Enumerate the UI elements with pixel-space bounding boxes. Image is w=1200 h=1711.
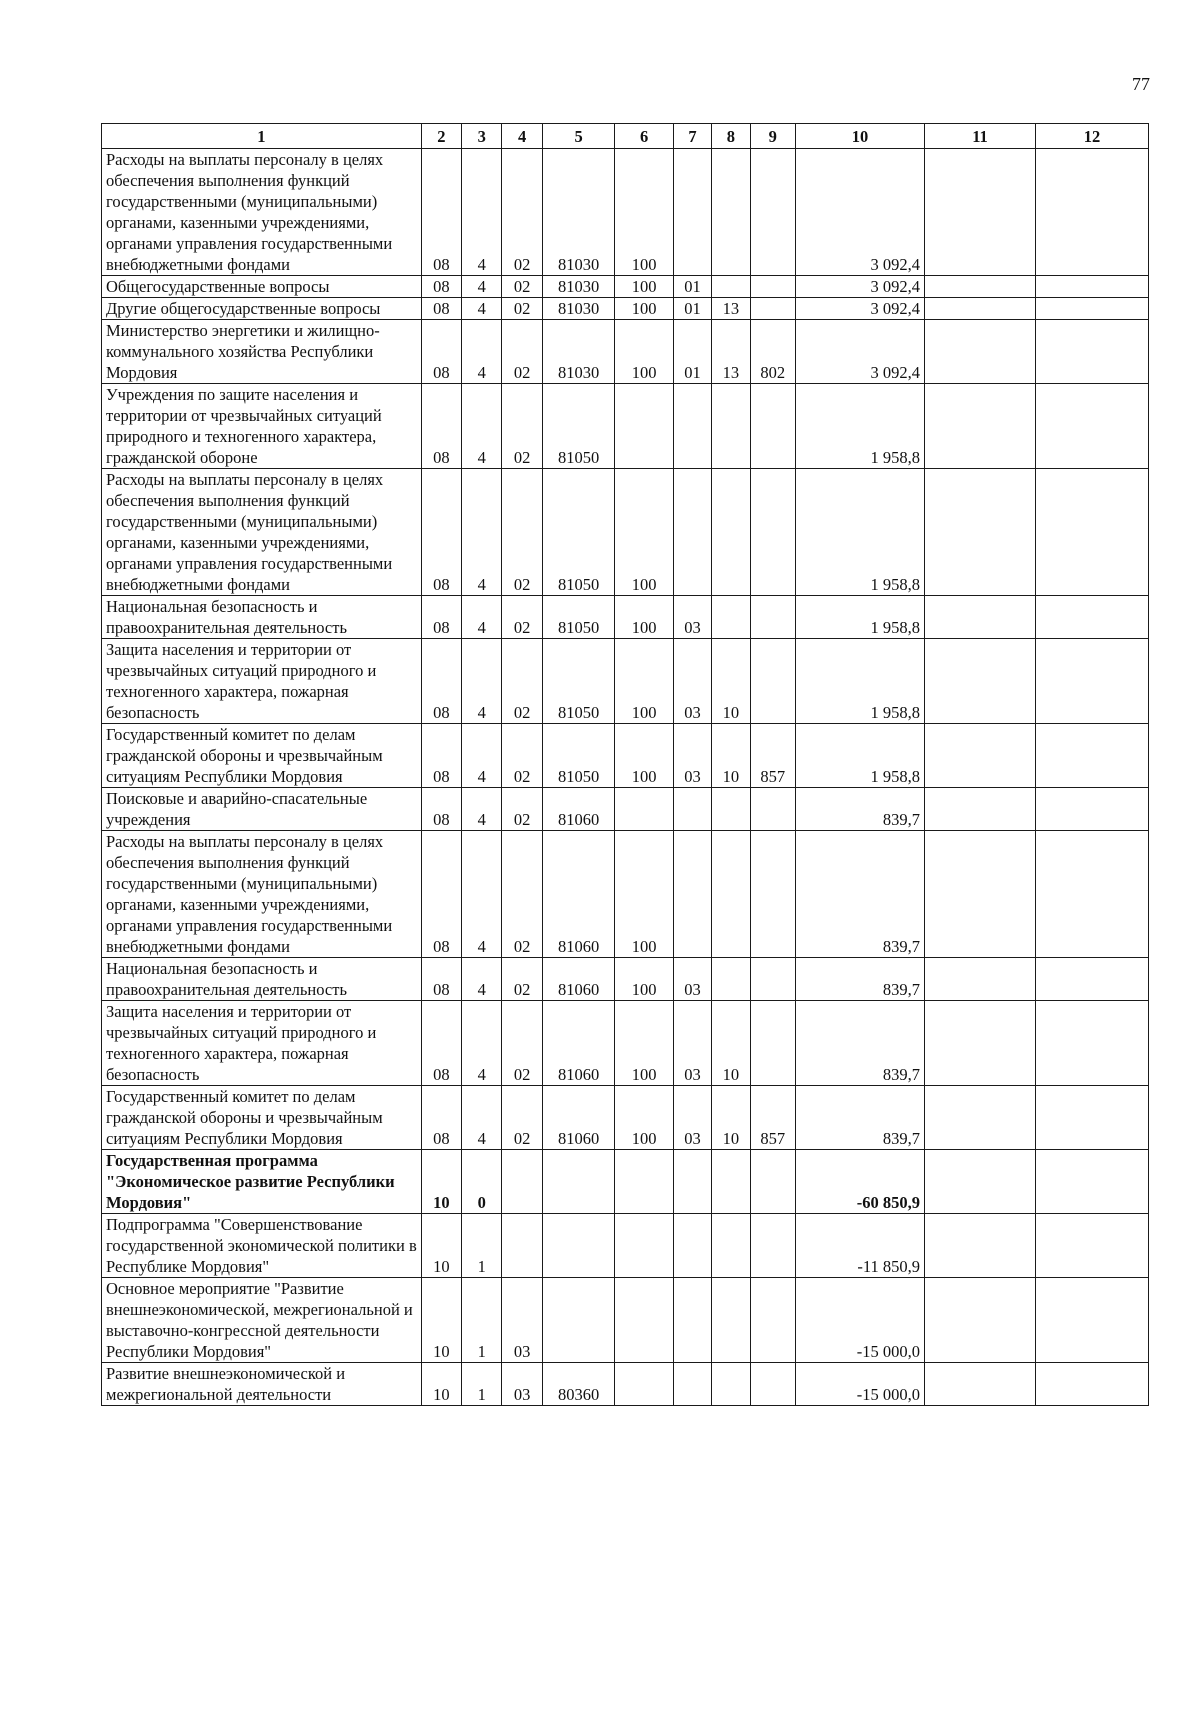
code-cell-5: 81050 xyxy=(542,724,615,788)
column-header: 8 xyxy=(712,124,750,149)
code-cell-8: 10 xyxy=(712,1001,750,1086)
extra-cell-12 xyxy=(1035,276,1148,298)
code-cell-6: 100 xyxy=(615,958,674,1001)
code-cell-6: 100 xyxy=(615,1001,674,1086)
code-cell-4: 02 xyxy=(502,1001,542,1086)
code-cell-9 xyxy=(750,1150,795,1214)
code-cell-5: 81030 xyxy=(542,276,615,298)
code-cell-6: 100 xyxy=(615,1086,674,1150)
code-cell-9 xyxy=(750,276,795,298)
extra-cell-12 xyxy=(1035,958,1148,1001)
code-cell-3: 4 xyxy=(462,276,502,298)
code-cell-7 xyxy=(673,788,711,831)
column-header: 10 xyxy=(795,124,924,149)
extra-cell-11 xyxy=(925,469,1036,596)
code-cell-8 xyxy=(712,1363,750,1406)
table-row xyxy=(102,149,1149,276)
code-cell-4: 02 xyxy=(502,831,542,958)
code-cell-8 xyxy=(712,469,750,596)
extra-cell-11 xyxy=(925,320,1036,384)
amount-cell: 1 958,8 xyxy=(795,384,924,469)
code-cell-4: 02 xyxy=(502,469,542,596)
code-cell-3: 4 xyxy=(462,788,502,831)
code-cell-9 xyxy=(750,1214,795,1278)
code-cell-6: 100 xyxy=(615,320,674,384)
table-row xyxy=(102,469,1149,596)
code-cell-3: 0 xyxy=(462,1150,502,1214)
code-cell-8 xyxy=(712,1150,750,1214)
code-cell-2: 08 xyxy=(421,384,461,469)
code-cell-2: 08 xyxy=(421,276,461,298)
code-cell-7: 01 xyxy=(673,320,711,384)
extra-cell-12 xyxy=(1035,596,1148,639)
amount-cell: 839,7 xyxy=(795,1086,924,1150)
code-cell-4: 02 xyxy=(502,149,542,276)
column-header: 1 xyxy=(102,124,422,149)
code-cell-6 xyxy=(615,1278,674,1363)
amount-cell: 1 958,8 xyxy=(795,596,924,639)
code-cell-8: 13 xyxy=(712,298,750,320)
table-row xyxy=(102,596,1149,639)
code-cell-2: 08 xyxy=(421,831,461,958)
code-cell-6: 100 xyxy=(615,596,674,639)
amount-cell: 1 958,8 xyxy=(795,469,924,596)
code-cell-8: 10 xyxy=(712,724,750,788)
table-row xyxy=(102,298,1149,320)
code-cell-8: 13 xyxy=(712,320,750,384)
code-cell-8: 10 xyxy=(712,1086,750,1150)
row-name-cell: Поисковые и аварийно-спасательные учреждения xyxy=(102,788,422,831)
code-cell-3: 4 xyxy=(462,469,502,596)
row-name-cell: Национальная безопасность и правоохранительная деятельность xyxy=(102,596,422,639)
code-cell-6: 100 xyxy=(615,724,674,788)
table-row xyxy=(102,831,1149,958)
amount-cell: -60 850,9 xyxy=(795,1150,924,1214)
code-cell-8 xyxy=(712,1214,750,1278)
table-row xyxy=(102,276,1149,298)
code-cell-7 xyxy=(673,1214,711,1278)
code-cell-5: 80360 xyxy=(542,1363,615,1406)
row-name-cell: Государственная программа "Экономическое развитие Республики Мордовия" xyxy=(102,1150,422,1214)
code-cell-2: 08 xyxy=(421,596,461,639)
extra-cell-12 xyxy=(1035,639,1148,724)
code-cell-5 xyxy=(542,1278,615,1363)
extra-cell-12 xyxy=(1035,788,1148,831)
amount-cell: 839,7 xyxy=(795,958,924,1001)
code-cell-4: 02 xyxy=(502,320,542,384)
amount-cell: 3 092,4 xyxy=(795,149,924,276)
code-cell-4 xyxy=(502,1150,542,1214)
code-cell-9 xyxy=(750,1001,795,1086)
code-cell-6: 100 xyxy=(615,149,674,276)
amount-cell: 839,7 xyxy=(795,788,924,831)
row-name-cell: Защита населения и территории от чрезвычайных ситуаций природного и техногенного характера, пожарная безопасность xyxy=(102,639,422,724)
code-cell-2: 08 xyxy=(421,788,461,831)
extra-cell-12 xyxy=(1035,469,1148,596)
code-cell-3: 1 xyxy=(462,1278,502,1363)
extra-cell-12 xyxy=(1035,149,1148,276)
code-cell-6 xyxy=(615,1150,674,1214)
amount-cell: 3 092,4 xyxy=(795,298,924,320)
code-cell-5: 81050 xyxy=(542,639,615,724)
code-cell-3: 4 xyxy=(462,958,502,1001)
code-cell-8 xyxy=(712,149,750,276)
column-header: 5 xyxy=(542,124,615,149)
extra-cell-12 xyxy=(1035,320,1148,384)
extra-cell-11 xyxy=(925,596,1036,639)
extra-cell-11 xyxy=(925,724,1036,788)
row-name-cell: Государственный комитет по делам гражданской обороны и чрезвычайным ситуациям Республики Мордовия xyxy=(102,1086,422,1150)
code-cell-2: 10 xyxy=(421,1278,461,1363)
code-cell-5 xyxy=(542,1150,615,1214)
header-row xyxy=(102,124,1149,149)
code-cell-6: 100 xyxy=(615,831,674,958)
code-cell-4: 02 xyxy=(502,1086,542,1150)
code-cell-7: 03 xyxy=(673,958,711,1001)
table-row xyxy=(102,384,1149,469)
code-cell-9 xyxy=(750,1363,795,1406)
code-cell-4: 02 xyxy=(502,639,542,724)
amount-cell: 1 958,8 xyxy=(795,724,924,788)
code-cell-7 xyxy=(673,831,711,958)
code-cell-2: 08 xyxy=(421,724,461,788)
row-name-cell: Министерство энергетики и жилищно-коммунального хозяйства Республики Мордовия xyxy=(102,320,422,384)
row-name-cell: Учреждения по защите населения и территории от чрезвычайных ситуаций природного и техногенного характера, гражданской обороне xyxy=(102,384,422,469)
table-row xyxy=(102,1278,1149,1363)
table-row xyxy=(102,1001,1149,1086)
code-cell-8 xyxy=(712,596,750,639)
code-cell-5: 81060 xyxy=(542,788,615,831)
amount-cell: 839,7 xyxy=(795,831,924,958)
row-name-cell: Государственный комитет по делам гражданской обороны и чрезвычайным ситуациям Республики Мордовия xyxy=(102,724,422,788)
code-cell-2: 10 xyxy=(421,1363,461,1406)
code-cell-6: 100 xyxy=(615,298,674,320)
code-cell-2: 08 xyxy=(421,1001,461,1086)
extra-cell-12 xyxy=(1035,298,1148,320)
code-cell-5: 81060 xyxy=(542,1001,615,1086)
code-cell-8 xyxy=(712,1278,750,1363)
code-cell-4: 02 xyxy=(502,276,542,298)
code-cell-8 xyxy=(712,384,750,469)
code-cell-4: 02 xyxy=(502,958,542,1001)
row-name-cell: Расходы на выплаты персоналу в целях обеспечения выполнения функций государственными (муниципальными) органами, казенными учреждениями, органами управления государственными внебюджетными фондами xyxy=(102,831,422,958)
code-cell-7: 03 xyxy=(673,639,711,724)
extra-cell-12 xyxy=(1035,384,1148,469)
extra-cell-11 xyxy=(925,1150,1036,1214)
code-cell-4: 02 xyxy=(502,788,542,831)
code-cell-8: 10 xyxy=(712,639,750,724)
code-cell-9 xyxy=(750,298,795,320)
extra-cell-11 xyxy=(925,384,1036,469)
code-cell-4: 02 xyxy=(502,596,542,639)
code-cell-4: 03 xyxy=(502,1363,542,1406)
extra-cell-12 xyxy=(1035,1150,1148,1214)
code-cell-2: 08 xyxy=(421,298,461,320)
code-cell-2: 08 xyxy=(421,320,461,384)
table-row xyxy=(102,1086,1149,1150)
code-cell-2: 10 xyxy=(421,1214,461,1278)
code-cell-9: 857 xyxy=(750,1086,795,1150)
code-cell-9 xyxy=(750,149,795,276)
code-cell-9 xyxy=(750,596,795,639)
extra-cell-11 xyxy=(925,831,1036,958)
amount-cell: 3 092,4 xyxy=(795,276,924,298)
code-cell-5: 81060 xyxy=(542,1086,615,1150)
code-cell-6 xyxy=(615,788,674,831)
row-name-cell: Развитие внешнеэкономической и межрегиональной деятельности xyxy=(102,1363,422,1406)
code-cell-3: 1 xyxy=(462,1363,502,1406)
table-row xyxy=(102,1214,1149,1278)
code-cell-6: 100 xyxy=(615,469,674,596)
code-cell-4: 03 xyxy=(502,1278,542,1363)
code-cell-7 xyxy=(673,384,711,469)
extra-cell-11 xyxy=(925,958,1036,1001)
extra-cell-12 xyxy=(1035,831,1148,958)
code-cell-5: 81050 xyxy=(542,596,615,639)
extra-cell-12 xyxy=(1035,1001,1148,1086)
column-header: 2 xyxy=(421,124,461,149)
extra-cell-11 xyxy=(925,1363,1036,1406)
code-cell-4: 02 xyxy=(502,298,542,320)
row-name-cell: Защита населения и территории от чрезвычайных ситуаций природного и техногенного характера, пожарная безопасность xyxy=(102,1001,422,1086)
row-name-cell: Общегосударственные вопросы xyxy=(102,276,422,298)
code-cell-2: 10 xyxy=(421,1150,461,1214)
code-cell-3: 1 xyxy=(462,1214,502,1278)
amount-cell: 1 958,8 xyxy=(795,639,924,724)
code-cell-3: 4 xyxy=(462,1001,502,1086)
table-row xyxy=(102,958,1149,1001)
amount-cell: -11 850,9 xyxy=(795,1214,924,1278)
code-cell-3: 4 xyxy=(462,384,502,469)
column-header: 9 xyxy=(750,124,795,149)
code-cell-8 xyxy=(712,831,750,958)
row-name-cell: Расходы на выплаты персоналу в целях обеспечения выполнения функций государственными (муниципальными) органами, казенными учреждениями, органами управления государственными внебюджетными фондами xyxy=(102,469,422,596)
extra-cell-11 xyxy=(925,149,1036,276)
code-cell-7: 01 xyxy=(673,298,711,320)
column-header: 4 xyxy=(502,124,542,149)
code-cell-8 xyxy=(712,276,750,298)
extra-cell-12 xyxy=(1035,724,1148,788)
column-header: 11 xyxy=(925,124,1036,149)
amount-cell: 3 092,4 xyxy=(795,320,924,384)
code-cell-7: 03 xyxy=(673,596,711,639)
code-cell-9 xyxy=(750,384,795,469)
code-cell-3: 4 xyxy=(462,320,502,384)
code-cell-7 xyxy=(673,149,711,276)
code-cell-6 xyxy=(615,384,674,469)
code-cell-2: 08 xyxy=(421,469,461,596)
code-cell-5 xyxy=(542,1214,615,1278)
code-cell-5: 81060 xyxy=(542,831,615,958)
extra-cell-11 xyxy=(925,276,1036,298)
amount-cell: 839,7 xyxy=(795,1001,924,1086)
extra-cell-12 xyxy=(1035,1086,1148,1150)
code-cell-7: 03 xyxy=(673,724,711,788)
code-cell-2: 08 xyxy=(421,958,461,1001)
extra-cell-11 xyxy=(925,298,1036,320)
code-cell-3: 4 xyxy=(462,724,502,788)
code-cell-9 xyxy=(750,831,795,958)
code-cell-9 xyxy=(750,958,795,1001)
code-cell-9 xyxy=(750,469,795,596)
code-cell-9 xyxy=(750,639,795,724)
extra-cell-11 xyxy=(925,1214,1036,1278)
code-cell-5: 81030 xyxy=(542,149,615,276)
extra-cell-11 xyxy=(925,1086,1036,1150)
code-cell-4: 02 xyxy=(502,724,542,788)
column-header: 6 xyxy=(615,124,674,149)
extra-cell-11 xyxy=(925,639,1036,724)
amount-cell: -15 000,0 xyxy=(795,1278,924,1363)
code-cell-7 xyxy=(673,1363,711,1406)
code-cell-9: 802 xyxy=(750,320,795,384)
code-cell-2: 08 xyxy=(421,1086,461,1150)
extra-cell-11 xyxy=(925,1278,1036,1363)
code-cell-5: 81060 xyxy=(542,958,615,1001)
code-cell-2: 08 xyxy=(421,639,461,724)
column-header: 7 xyxy=(673,124,711,149)
row-name-cell: Подпрограмма "Совершенствование государственной экономической политики в Республике Мордовия" xyxy=(102,1214,422,1278)
row-name-cell: Расходы на выплаты персоналу в целях обеспечения выполнения функций государственными (муниципальными) органами, казенными учреждениями, органами управления государственными внебюджетными фондами xyxy=(102,149,422,276)
table-row xyxy=(102,1150,1149,1214)
code-cell-2: 08 xyxy=(421,149,461,276)
table-row xyxy=(102,320,1149,384)
code-cell-5: 81050 xyxy=(542,384,615,469)
code-cell-5: 81030 xyxy=(542,298,615,320)
code-cell-7 xyxy=(673,469,711,596)
code-cell-6 xyxy=(615,1363,674,1406)
table-row xyxy=(102,639,1149,724)
code-cell-9 xyxy=(750,788,795,831)
extra-cell-11 xyxy=(925,1001,1036,1086)
code-cell-6: 100 xyxy=(615,639,674,724)
code-cell-5: 81050 xyxy=(542,469,615,596)
code-cell-7: 03 xyxy=(673,1086,711,1150)
code-cell-6: 100 xyxy=(615,276,674,298)
code-cell-3: 4 xyxy=(462,298,502,320)
amount-cell: -15 000,0 xyxy=(795,1363,924,1406)
row-name-cell: Другие общегосударственные вопросы xyxy=(102,298,422,320)
row-name-cell: Основное мероприятие "Развитие внешнеэкономической, межрегиональной и выставочно-конгрессной деятельности Республики Мордовия" xyxy=(102,1278,422,1363)
code-cell-3: 4 xyxy=(462,1086,502,1150)
code-cell-7 xyxy=(673,1150,711,1214)
code-cell-7: 03 xyxy=(673,1001,711,1086)
budget-table xyxy=(101,123,1149,1406)
code-cell-4: 02 xyxy=(502,384,542,469)
table-row xyxy=(102,724,1149,788)
code-cell-4 xyxy=(502,1214,542,1278)
column-header: 12 xyxy=(1035,124,1148,149)
extra-cell-11 xyxy=(925,788,1036,831)
code-cell-8 xyxy=(712,788,750,831)
code-cell-9 xyxy=(750,1278,795,1363)
code-cell-8 xyxy=(712,958,750,1001)
extra-cell-12 xyxy=(1035,1363,1148,1406)
code-cell-3: 4 xyxy=(462,831,502,958)
extra-cell-12 xyxy=(1035,1214,1148,1278)
table-row xyxy=(102,788,1149,831)
code-cell-7 xyxy=(673,1278,711,1363)
code-cell-3: 4 xyxy=(462,639,502,724)
code-cell-7: 01 xyxy=(673,276,711,298)
extra-cell-12 xyxy=(1035,1278,1148,1363)
page-number: 77 xyxy=(1132,74,1150,94)
code-cell-6 xyxy=(615,1214,674,1278)
table-row xyxy=(102,1363,1149,1406)
column-header: 3 xyxy=(462,124,502,149)
code-cell-3: 4 xyxy=(462,596,502,639)
code-cell-3: 4 xyxy=(462,149,502,276)
row-name-cell: Национальная безопасность и правоохранительная деятельность xyxy=(102,958,422,1001)
code-cell-9: 857 xyxy=(750,724,795,788)
code-cell-5: 81030 xyxy=(542,320,615,384)
